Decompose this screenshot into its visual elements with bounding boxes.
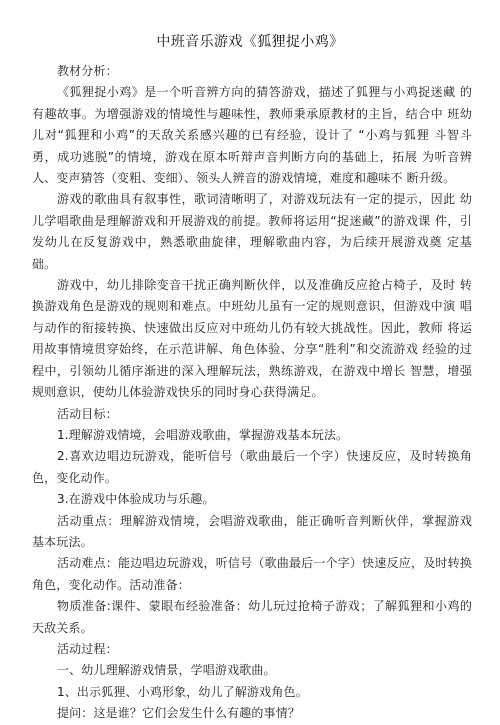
objective-item-3: 3.在游戏中体验成功与乐趣。 [57, 492, 215, 507]
paragraph-material-analysis: 《狐狸捉小鸡》是一个听音辨方向的猜答游戏，描述了狐狸与小鸡捉迷藏 的有趣故事。为增强游戏的情境性与趣味性，教师秉承原教材的主旨，结合中 班幼儿对“狐狸和小鸡”的天敌关系感兴趣的已有经验，设计了 “小鸡与狐狸 斗智斗勇，成功逃脱”的情境，游戏在原本听辩声音判断方向的基础上，拓展 为听音辨人、变声猜答（变粗、变细）、领头人辨音的游戏情境，难度和趣味不 断升级。 [32, 85, 472, 186]
paragraph-key-points: 活动重点：理解游戏情境，会唱游戏歌曲，能正确听音判断伙伴，掌握游戏 基本玩法。 [32, 513, 472, 549]
process-step-1: 一、幼儿理解游戏情景，学唱游戏歌曲。 [57, 663, 276, 678]
paragraph-game-difficulty: 游戏中，幼儿排除变音干扰正确判断伙伴，以及准确反应抢占椅子，及时 转换游戏角色是游戏的规则和难点。中班幼儿虽有一定的规则意识，但游戏中演 唱与动作的衔接转换、快速做出反应对中班幼儿仍有较大挑战性。因此，教师 将运用故事情境贯穿始终，在示范讲解、角色体验、分享“胜利”和交流游戏 经验的过程中，引领幼儿循序渐进的深入理解玩法，熟练游戏，在游戏中增长 智慧，增强规则意识，使幼儿体验游戏快乐的同时身心获得满足。 [32, 278, 472, 400]
section-heading-objectives: 活动目标： [57, 406, 118, 421]
objective-item-1: 1.理解游戏情境，会唱游戏歌曲，掌握游戏基本玩法。 [57, 427, 349, 442]
document-title: 中班音乐游戏《狐狸捉小鸡》 [156, 34, 344, 50]
paragraph-preparation: 物质准备:课件、蒙眼布经验准备：幼儿玩过抢椅子游戏；了解狐狸和小鸡的天敌关系。 [32, 599, 472, 635]
objective-item-2: 2.喜欢边唱边玩游戏，能听信号（歌曲最后一个字）快速反应，及时转换角色，变化动作。 [32, 449, 472, 485]
section-heading-material-analysis: 教材分析： [57, 64, 118, 78]
document-body [32, 61, 472, 725]
paragraph-difficult-points: 活动难点：能边唱边玩游戏，听信号（歌曲最后一个字）快速反应，及时转换角色，变化动作。活动准备： [32, 556, 472, 592]
paragraph-song-description: 游戏的歌曲具有叙事性，歌词清晰明了，对游戏玩法有一定的提示，因此 幼儿学唱歌曲是理解游戏和开展游戏的前提。教师将运用“捉迷藏”的游戏课 件，引发幼儿在反复游戏中，熟悉歌曲旋律，理解歌曲内容，为后续开展游戏奠 定基础。 [32, 192, 472, 271]
section-heading-process: 活动过程： [57, 641, 118, 656]
process-question: 提问：这是谁？它们会发生什么有趣的事情？ [57, 706, 301, 721]
process-substep-1: 1、出示狐狸、小鸡形象，幼儿了解游戏角色。 [57, 684, 308, 699]
